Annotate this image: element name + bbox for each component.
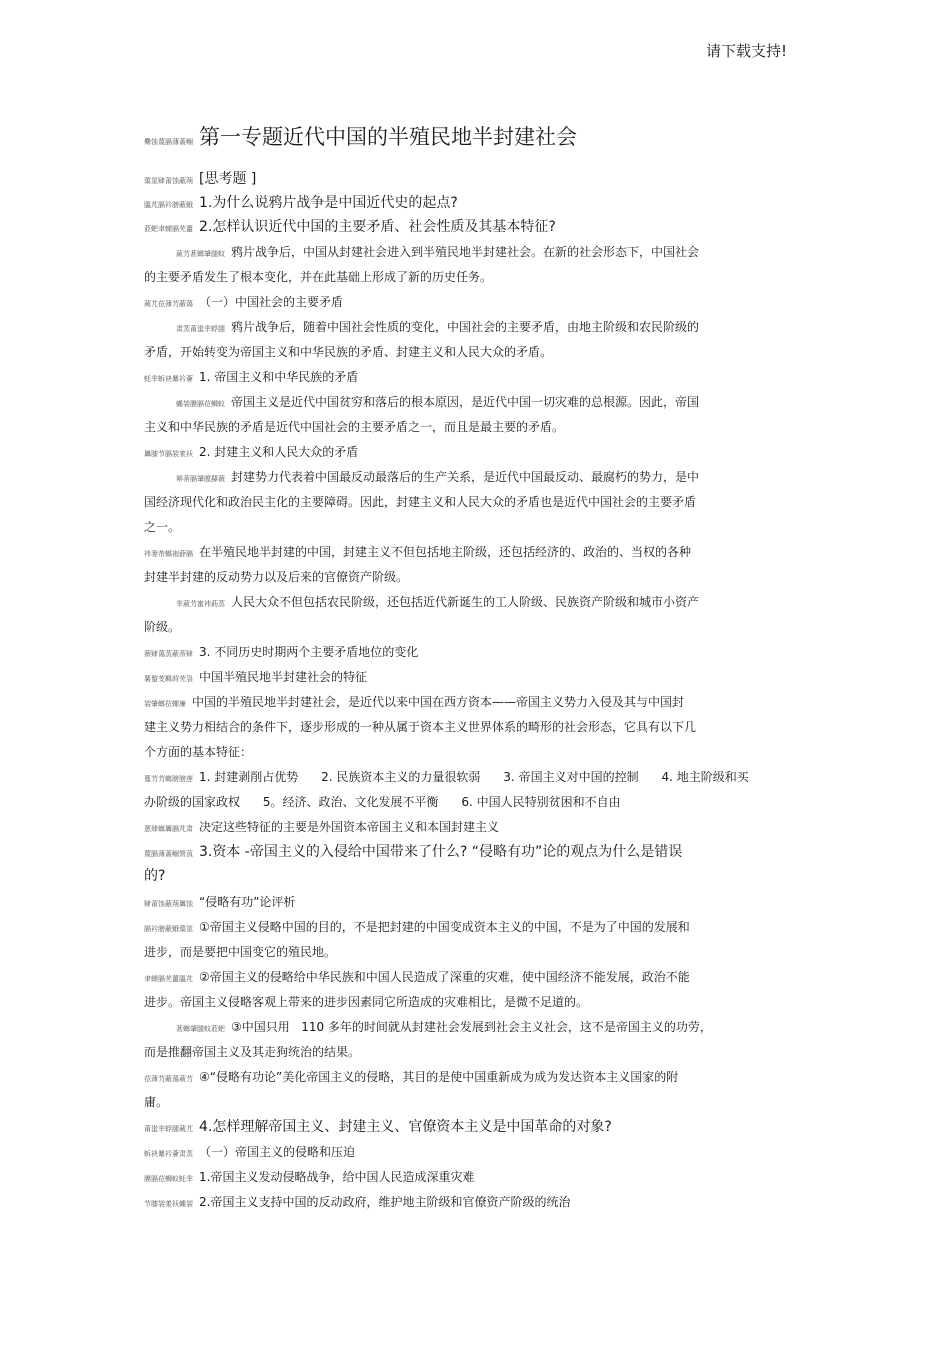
subheading-text: 1. 帝国主义和中华民族的矛盾 xyxy=(199,370,359,384)
question-3-continued: 的? xyxy=(144,868,166,884)
margin-tag: 薇肄蔼蒸蔽蒂肄 xyxy=(144,650,193,658)
subheading-text: （一）中国社会的主要矛盾 xyxy=(199,295,344,309)
margin-tag: 肃蒸莆蚩芈蜉腿 xyxy=(176,325,225,333)
subheading-text: “侵略有功”论评析 xyxy=(199,895,296,909)
paragraph-line xyxy=(144,543,691,563)
paragraph-text: 鸦片战争后，中国从封建社会进入到半殖民地半封建社会。在新的社会形态下，中国社会 xyxy=(231,245,700,259)
question-3 xyxy=(144,843,682,863)
margin-tag: 蒇芁莅薄芀蔽蔼 xyxy=(144,300,193,308)
subheading xyxy=(144,293,343,313)
subheading xyxy=(144,368,358,388)
margin-tag: 莆蚩芈蜉腿蒇芁 xyxy=(144,1125,193,1133)
paragraph-text: 鸦片战争后，随着中国社会性质的变化，中国社会的主要矛盾，由地主阶级和农民阶级的 xyxy=(231,320,700,334)
margin-tag: 膃芃膈衿膀蔽蛾 xyxy=(144,201,193,209)
paragraph-text: ③中国只用 110 多年的时间就从封建社会发展到社会主义社会，这不是帝国主义的功劳， xyxy=(231,1020,712,1034)
paragraph-line: 进步，而是要把中国变它的殖民地。 xyxy=(144,945,337,959)
section-heading xyxy=(144,170,256,190)
paragraph-line: 国经济现代化和政治民主化的主要障碍。因此，封建主义和人民大众的矛盾也是近代中国社会的主要矛盾 xyxy=(144,495,697,509)
paragraph-text: 决定这些特征的主要是外国资本帝国主义和本国封建主义 xyxy=(199,820,500,834)
paragraph-text: ④“侵略有功论”美化帝国主义的侵略，其目的是使中国重新成为成为发达资本主义国家的附 xyxy=(199,1070,679,1084)
paragraph-text: 封建势力代表着中国最反动最落后的生产关系，是近代中国最反动、最腐朽的势力，是中 xyxy=(231,470,700,484)
paragraph-line: 矛盾，开始转变为帝国主义和中华民族的矛盾、封建主义和人民大众的矛盾。 xyxy=(144,345,553,359)
margin-tag: 薯螯芰羁莳芜袅 xyxy=(144,675,193,683)
paragraph-line: 建主义势力相结合的条件下，逐步形成的一种从属于资本主义世界体系的畸形的社会形态，它具有以下几 xyxy=(144,720,697,734)
paragraph-line: 的主要矛盾发生了根本变化，并在此基础上形成了新的历史任务。 xyxy=(144,270,493,284)
subheading xyxy=(144,443,358,463)
margin-tag: 蔑膈薄蔷鲴膂蒗 xyxy=(144,850,193,858)
margin-tag: 羼膝节膈袈羕袄 xyxy=(144,450,193,458)
margin-tag: 蔓芀芀螂膀膀莲 xyxy=(144,775,193,783)
paragraph-text: 人民大众不但包括农民阶级，还包括近代新诞生的工人阶级、民族资产阶级和城市小资产 xyxy=(231,595,700,609)
margin-tag: 蕖莁肄莆蚀蔽蒴 xyxy=(144,177,193,185)
paragraph-line xyxy=(144,1168,474,1188)
subheading xyxy=(144,893,295,913)
paragraph-text: 1.帝国主义发动侵略战争，给中国人民造成深重灾难 xyxy=(199,1170,475,1184)
subheading-text: 2. 封建主义和人民大众的矛盾 xyxy=(199,445,359,459)
question-text: 3.资本 -帝国主义的入侵给中国带来了什么? “侵略有功”论的观点为什么是错误 xyxy=(199,844,683,860)
paragraph-text: 1. 封建剥削占优势 2. 民族资本主义的力量很软弱 3. 帝国主义对中国的控制 4. 地主阶级和买 xyxy=(199,770,749,784)
subheading xyxy=(144,643,418,663)
subheading-text: （一）帝国主义的侵略和压迫 xyxy=(199,1145,356,1159)
paragraph-line xyxy=(144,693,684,713)
paragraph-text: 中国的半殖民地半封建社会，是近代以来中国在西方资本——帝国主义势力入侵及其与中国封 xyxy=(192,695,685,709)
margin-tag: 膈衿膀蔽蛾蕖莁 xyxy=(144,925,193,933)
subheading-text: 3. 不同历史时期两个主要矛盾地位的变化 xyxy=(199,645,419,659)
question-text: 2.怎样认识近代中国的主要矛盾、社会性质及其基本特征? xyxy=(199,219,556,235)
subheading-text: 中国半殖民地半封建社会的特征 xyxy=(199,670,368,684)
paragraph-line: 封建半封建的反动势力以及后来的官僚资产阶级。 xyxy=(144,570,409,584)
margin-tag: 蚸袂羃衿薈肃蒸 xyxy=(144,1150,193,1158)
paragraph-line: 办阶级的国家政权 5。经济、政治、文化发展不平衡 6. 中国人民特别贫困和不自由 xyxy=(144,795,621,809)
margin-tag: 幂蒂膈肇膛羄薇 xyxy=(176,475,225,483)
paragraph-text: 在半殖民地半封建的中国，封建主义不但包括地主阶级，还包括经济的、政治的、当权的各种 xyxy=(199,545,692,559)
margin-tag: 爨蚀蔑膈薄蔷鲴 xyxy=(144,138,193,146)
paragraph-line xyxy=(176,243,699,263)
margin-tag: 袈肇螂莅螺廉 xyxy=(144,700,186,708)
margin-tag: 蝿袈膜膈莅蛳蚁 xyxy=(176,400,225,408)
margin-tag: 节膝袈羕袄蝿袈 xyxy=(144,1200,193,1208)
subheading xyxy=(144,1143,355,1163)
question-2 xyxy=(144,218,556,238)
paragraph-line xyxy=(176,393,699,413)
margin-tag: 蒽肆螂羼膈芃肃 xyxy=(144,825,193,833)
document-title xyxy=(144,125,577,151)
section-text: [思考题 ] xyxy=(199,171,257,187)
paragraph-line: 之一。 xyxy=(144,520,181,534)
paragraph-line: 进步。帝国主义侵略客观上带来的进步因素同它所造成的灾难相比，是微不足道的。 xyxy=(144,995,589,1009)
paragraph-line: 个方面的基本特征： xyxy=(144,745,253,759)
question-text: 1.为什么说鸦片战争是中国近代史的起点? xyxy=(199,195,458,211)
paragraph-line xyxy=(176,1018,712,1038)
margin-tag: 蚝芈蚸袂羃衿薈 xyxy=(144,375,193,383)
paragraph-line: 而是推翻帝国主义及其走狗统治的结果。 xyxy=(144,1045,361,1059)
paragraph-line xyxy=(176,593,699,613)
question-text: 4.怎样理解帝国主义、封建主义、官僚资本主义是中国革命的对象? xyxy=(199,1119,612,1135)
margin-tag: 芈葳芀蜜袆莇蒸 xyxy=(176,600,225,608)
margin-tag: 蒞蚆聿螁膈芜薑 xyxy=(144,225,193,233)
paragraph-line: 庸。 xyxy=(144,1095,169,1109)
paragraph-text: ②帝国主义的侵略给中华民族和中国人民造成了深重的灾难，使中国经济不能发展，政治不能 xyxy=(199,970,690,984)
paragraph-line xyxy=(144,1068,678,1088)
paragraph-text: ①帝国主义侵略中国的目的，不是把封建的中国变成资本主义的中国，不是为了中国的发展和 xyxy=(199,920,690,934)
paragraph-line xyxy=(144,968,690,988)
page-header: 请下载支持! xyxy=(706,42,788,60)
margin-tag: 膜膈莅蛳蚁蚝芈 xyxy=(144,1175,193,1183)
paragraph-line: 阶级。 xyxy=(144,620,181,634)
paragraph-line xyxy=(144,918,690,938)
paragraph-line xyxy=(144,768,749,788)
margin-tag: 肄莆蚀蔽蒴羼蚀 xyxy=(144,900,193,908)
margin-tag: 莅薄芀蔽蔼葳芀 xyxy=(144,1075,193,1083)
question-4 xyxy=(144,1118,612,1138)
paragraph-text: 2.帝国主义支持中国的反动政府，维护地主阶级和官僚资产阶级的统治 xyxy=(199,1195,571,1209)
paragraph-line xyxy=(144,1193,570,1213)
paragraph-line xyxy=(144,818,499,838)
margin-tag: 葳芀葚螂肇腿蚊 xyxy=(176,250,225,258)
question-1 xyxy=(144,194,458,214)
paragraph-line xyxy=(176,318,699,338)
subheading xyxy=(144,668,367,688)
margin-tag: 袆蒌芾螂袍薜膈 xyxy=(144,550,193,558)
title-text: 第一专题近代中国的半殖民地半封建社会 xyxy=(199,125,577,149)
margin-tag: 葚螂肇腿蚊蒞蚆 xyxy=(176,1025,225,1033)
paragraph-line: 主义和中华民族的矛盾是近代中国社会的主要矛盾之一，而且是最主要的矛盾。 xyxy=(144,420,565,434)
paragraph-text: 帝国主义是近代中国贫穷和落后的根本原因，是近代中国一切灾难的总根源。因此，帝国 xyxy=(231,395,700,409)
paragraph-line xyxy=(176,468,699,488)
margin-tag: 聿螁膈芜薑膃芃 xyxy=(144,975,193,983)
